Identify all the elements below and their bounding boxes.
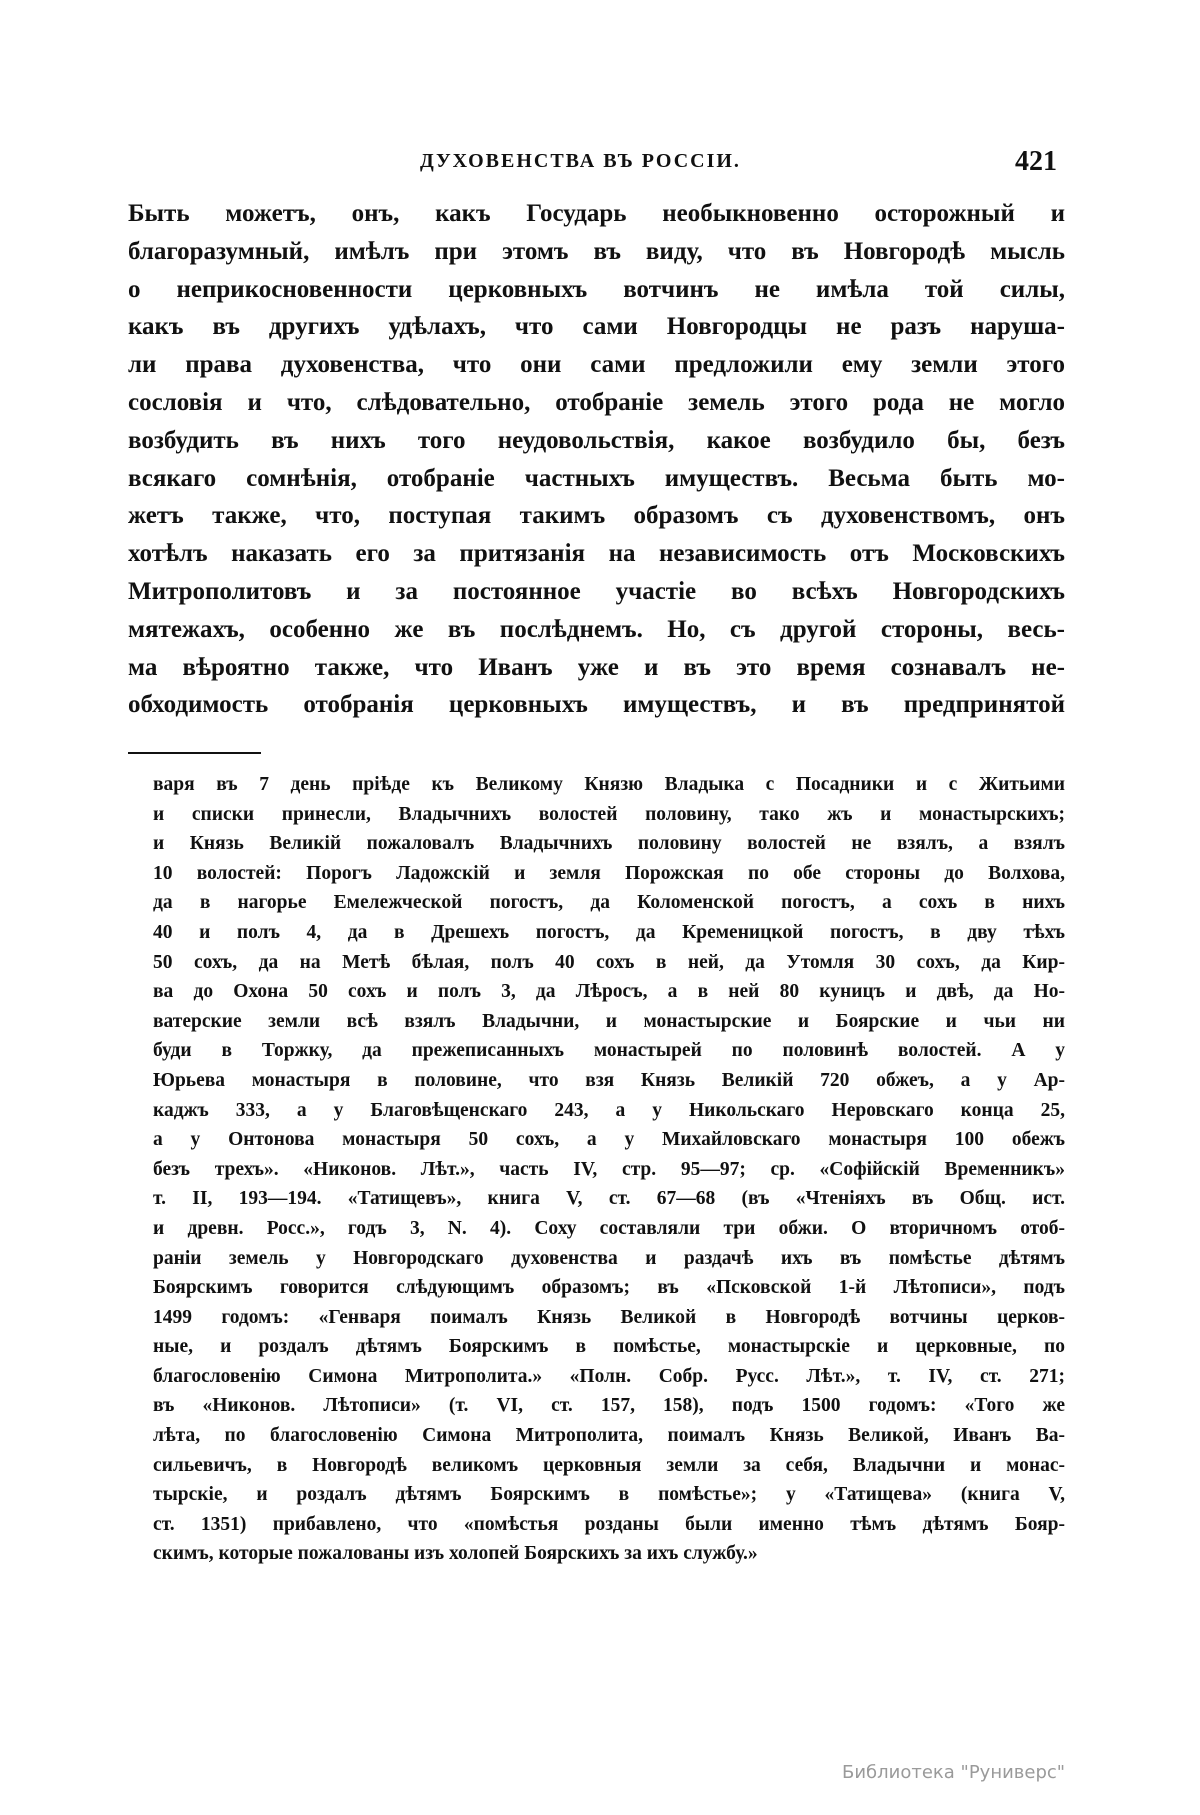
text-line: мятежахъ, особенно же въ послѣднемъ. Но, съ другой стороны, весь- xyxy=(128,615,1065,643)
text-line: о неприкосновенности церковныхъ вотчинъ не имѣла той силы, xyxy=(128,275,1065,303)
running-head xyxy=(0,146,1200,186)
footnote-line: безъ трехъ». «Никонов. Лѣт.», часть IV, стр. 95—97; ср. «Софійскій Временникъ» xyxy=(153,1158,1065,1180)
text-line: Быть можетъ, онъ, какъ Государь необыкновенно осторожный и xyxy=(128,200,1065,227)
footnote-line: каджъ 333, а у Благовѣщенскаго 243, а у Никольскаго Неровскаго конца 25, xyxy=(153,1099,1065,1121)
text-line: сословія и что, слѣдовательно, отобраніе земель этого рода не могло xyxy=(128,388,1065,416)
footnote-line: 40 и полъ 4, да в Дрешехъ погостъ, да Кременицкой погостъ, в дву тѣхъ xyxy=(153,921,1065,943)
footnote-line: 50 сохъ, да на Метѣ бѣлая, полъ 40 сохъ в ней, да Утомля 30 сохъ, да Кир- xyxy=(153,951,1065,973)
text-line: ма вѣроятно также, что Иванъ уже и въ это время сознавалъ не- xyxy=(128,653,1065,681)
footnote-line: 10 волостей: Порогъ Ладожскій и земля Порожская по обе стороны до Волхова, xyxy=(153,862,1065,884)
footnote-line: буди в Торжку, да прежеписанныхъ монастырей по половинѣ волостей. А у xyxy=(153,1040,1065,1062)
text-line: благоразумный, имѣлъ при этомъ въ виду, что въ Новгородѣ мысль xyxy=(128,237,1065,265)
footnote-line: т. II, 193—194. «Татищевъ», книга V, ст. 67—68 (въ «Чтеніяхъ въ Общ. ист. xyxy=(153,1188,1065,1210)
footnote xyxy=(153,770,1065,1569)
text-line: ли права духовенства, что они сами предложили ему земли этого xyxy=(128,351,1065,379)
text-line: всякаго сомнѣнія, отобраніе частныхъ имуществъ. Весьма быть мо- xyxy=(128,464,1065,492)
text-line: хотѣлъ наказать его за притязанія на независимость отъ Московскихъ xyxy=(128,540,1065,568)
footnote-line: ва до Охона 50 сохъ и полъ 3, да Лѣросъ, а в ней 80 куницъ и двѣ, да Но- xyxy=(153,981,1065,1003)
footnote-line: скимъ, которые пожалованы изъ холопей Боярскихъ за ихъ службу.» xyxy=(153,1543,758,1565)
footnote-line: а у Онтонова монастыря 50 сохъ, а у Михайловскаго монастыря 100 обежъ xyxy=(153,1129,1065,1151)
footnote-line: лѣта, по благословенію Симона Митрополита, поималъ Князь Великой, Иванъ Ва- xyxy=(153,1425,1065,1447)
library-watermark: Библиотека "Руниверс" xyxy=(842,1762,1066,1783)
footnote-line: и древн. Росс.», годъ 3, N. 4). Соху составляли три обжи. О вторичномъ отоб- xyxy=(153,1217,1065,1239)
running-title: ДУХОВЕНСТВА ВЪ РОССІИ. xyxy=(420,150,741,172)
footnote-line: ватерские земли всѣ взялъ Владычни, и монастырские и Боярские и чьи ни xyxy=(153,1010,1065,1032)
footnote-line: ст. 1351) прибавлено, что «помѣстья розданы были именно тѣмъ дѣтямъ Бояр- xyxy=(153,1513,1065,1535)
text-line: жетъ также, что, поступая такимъ образомъ съ духовенствомъ, онъ xyxy=(128,502,1065,530)
text-line: Митрополитовъ и за постоянное участіе во всѣхъ Новгородскихъ xyxy=(128,577,1065,605)
footnote-line: раніи земель у Новгородскаго духовенства и раздачѣ ихъ въ помѣстье дѣтямъ xyxy=(153,1247,1065,1269)
footnote-line: Юрьева монастыря в половине, что взя Князь Великій 720 обжеъ, а у Ар- xyxy=(153,1069,1065,1091)
footnote-line: ные, и роздалъ дѣтямъ Боярскимъ в помѣстье, монастырскіе и церковные, по xyxy=(153,1336,1065,1358)
text-line: возбудить въ нихъ того неудовольствія, какое возбудило бы, безъ xyxy=(128,426,1065,454)
main-text xyxy=(128,195,1065,724)
page-number: 421 xyxy=(1015,146,1057,177)
footnote-line: благословенію Симона Митрополита.» «Полн. Собр. Русс. Лѣт.», т. IV, ст. 271; xyxy=(153,1365,1065,1387)
footnote-line: тырскіе, и роздалъ дѣтямъ Боярскимъ в помѣстье»; у «Татищева» (книга V, xyxy=(153,1484,1065,1506)
footnote-line: да в нагорье Емележческой погостъ, да Коломенской погостъ, а сохъ в нихъ xyxy=(153,892,1065,914)
footnote-line: въ «Никонов. Лѣтописи» (т. VI, ст. 157, 158), подъ 1500 годомъ: «Того же xyxy=(153,1395,1065,1417)
footnote-divider xyxy=(128,752,261,754)
footnote-line: Боярскимъ говорится слѣдующимъ образомъ; въ «Псковской 1-й Лѣтописи», подъ xyxy=(153,1277,1065,1299)
text-line: обходимость отобранія церковныхъ имуществъ, и въ предпринятой xyxy=(128,691,1065,719)
footnote-line: варя въ 7 день пріѣде къ Великому Князю Владыка с Посадники и с Житьими xyxy=(153,774,1065,795)
footnote-line: сильевичъ, в Новгородѣ великомъ церковныя земли за себя, Владычни и монас- xyxy=(153,1454,1065,1476)
footnote-line: и Князь Великій пожаловалъ Владычнихъ половину волостей не взялъ, а взялъ xyxy=(153,833,1065,855)
text-line: какъ въ другихъ удѣлахъ, что сами Новгородцы не разъ наруша- xyxy=(128,313,1065,341)
footnote-line: и списки принесли, Владычнихъ волостей половину, тако жъ и монастырскихъ; xyxy=(153,803,1065,825)
footnote-line: 1499 годомъ: «Генваря поималъ Князь Великой в Новгородѣ вотчины церков- xyxy=(153,1306,1065,1328)
